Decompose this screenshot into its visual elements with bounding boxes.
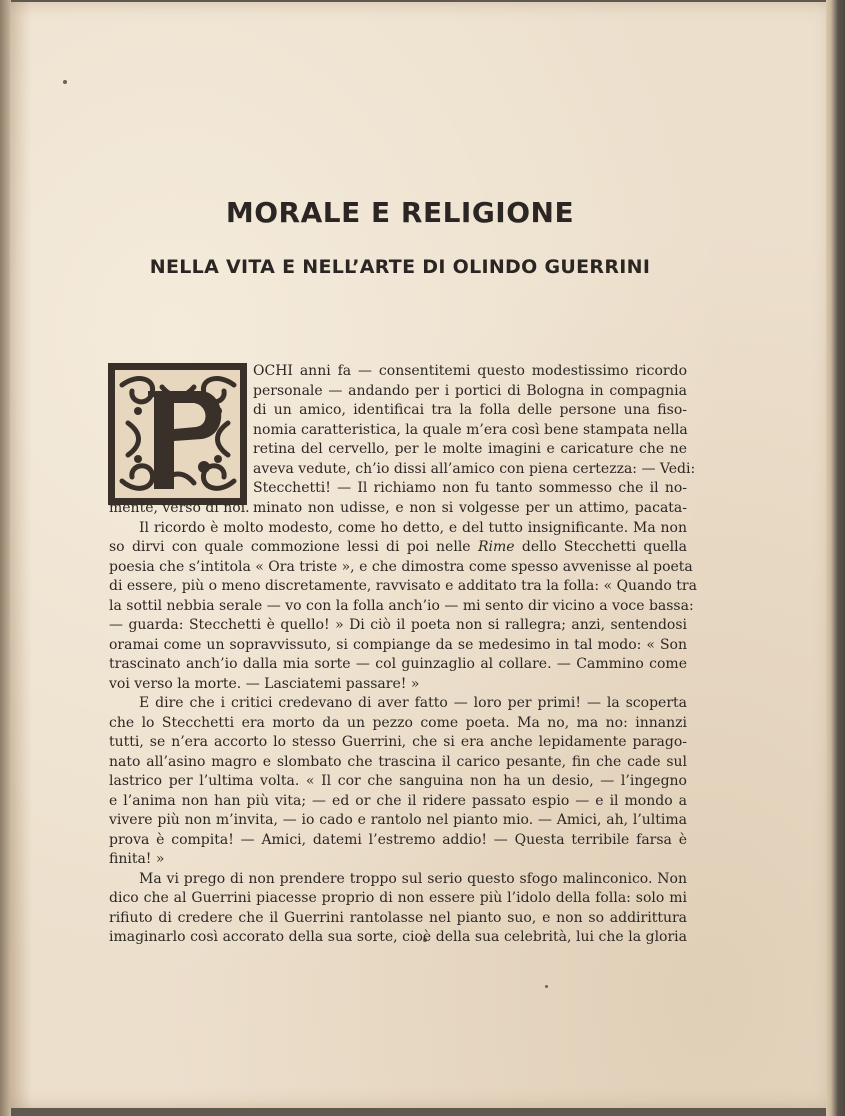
text-line: aveva vedute, ch’io dissi all’amico con piena certezza: — Vedi: bbox=[253, 460, 696, 477]
text-line: poesia che s’intitola « Ora triste », e che dimostra come spesso avvenisse al poeta bbox=[109, 558, 693, 575]
text-line: rifiuto di credere che il Guerrini rantolasse nel pianto suo, e non so addirittura bbox=[109, 909, 687, 926]
text-line: voi verso la morte. — Lasciatemi passare! » bbox=[109, 675, 420, 692]
text-line: di essere, più o meno discretamente, ravvisato e additato tra la folla: « Quando tra bbox=[109, 578, 697, 594]
text-line: imaginarlo così accorato della sua sorte, cioè della sua celebrità, lui che la gloria bbox=[109, 929, 687, 945]
text-line: che lo Stecchetti era morto da un pezzo come poeta. Ma no, ma no: innanzi bbox=[109, 714, 687, 731]
text-line: dico che al Guerrini piacesse proprio di non essere più l’idolo della folla: solo mi bbox=[109, 890, 687, 906]
text-line: nomia caratteristica, la quale m’era così bene stampata nella bbox=[253, 421, 688, 438]
page-right-edge bbox=[826, 0, 845, 1116]
ornamental-initial-p bbox=[108, 363, 247, 505]
text-line: nato all’asino magro e slombato che trascina il carico pesante, fin che cade sul bbox=[109, 753, 687, 770]
text-line: finita! » bbox=[109, 851, 165, 867]
text-line: e l’anima non han più vita; — ed or che il ridere passato espio — e il mondo a bbox=[109, 792, 687, 809]
text-line: Il ricordo è molto modesto, come ho detto, e del tutto insignificante. Ma non bbox=[139, 519, 687, 536]
text-line: Ma vi prego di non prendere troppo sul serio questo sfogo malinconico. Non bbox=[139, 870, 687, 887]
text-line: lastrico per l’ultima volta. « Il cor che sanguina non ha un desio, — l’ingegno bbox=[109, 773, 687, 789]
paper-blemish bbox=[545, 985, 548, 988]
text-line: minato non udisse, e non si volgesse per un attimo, pacata- bbox=[253, 499, 687, 516]
text-line: OCHI anni fa — consentitemi questo modestissimo ricordo bbox=[253, 363, 687, 379]
opening-paragraph-wrapped bbox=[253, 362, 696, 518]
italic-title: Rime bbox=[477, 539, 515, 555]
paper-blemish bbox=[63, 80, 67, 84]
text-line: — guarda: Stecchetti è quello! » Di ciò il poeta non si rallegra; anzi, sentendosi bbox=[109, 617, 687, 633]
text-line: tutti, se n’era accorto lo stesso Guerrini, che si era anche lepidamente parago- bbox=[109, 734, 687, 750]
text-line: Stecchetti! — Il richiamo non fu tanto sommesso che il no- bbox=[253, 480, 687, 496]
article-subtitle: NELLA VITA E NELL’ARTE DI OLINDO GUERRINI bbox=[149, 256, 651, 278]
text-line: la sottil nebbia serale — vo con la folla anch’io — mi sento dir vicino a voce bassa: bbox=[109, 597, 694, 614]
text-line: vivere più non m’invita, — io cado e rantolo nel pianto mio. — Amici, ah, l’ultima bbox=[109, 812, 687, 828]
article-title: MORALE E RELIGIONE bbox=[225, 196, 575, 229]
text-line: personale — andando per i portici di Bologna in compagnia bbox=[253, 382, 687, 399]
woodcut-initial-graphic bbox=[108, 363, 247, 505]
text-line: so dirvi con quale commozione lessi di poi nelle Rime dello Stecchetti quella bbox=[109, 539, 687, 555]
text-line: di un amico, identificai tra la folla delle persone una fiso- bbox=[253, 402, 687, 418]
text-line: E dire che i critici credevano di aver fatto — loro per primi! — la scoperta bbox=[139, 695, 687, 711]
article-body bbox=[109, 499, 697, 948]
text-line: mente, verso di noi. bbox=[109, 500, 250, 516]
text-line: retina del cervello, per le molte imagini e caricature che ne bbox=[253, 441, 687, 457]
text-line: prova è compita! — Amici, datemi l’estremo addio! — Questa terribile farsa è bbox=[109, 831, 687, 848]
text-line: oramai come un sopravvissuto, si compiange da se medesimo in tal modo: « Son bbox=[109, 636, 687, 653]
text-line: trascinato anch’io dalla mia sorte — col guinzaglio al collare. — Cammino come bbox=[109, 656, 687, 672]
